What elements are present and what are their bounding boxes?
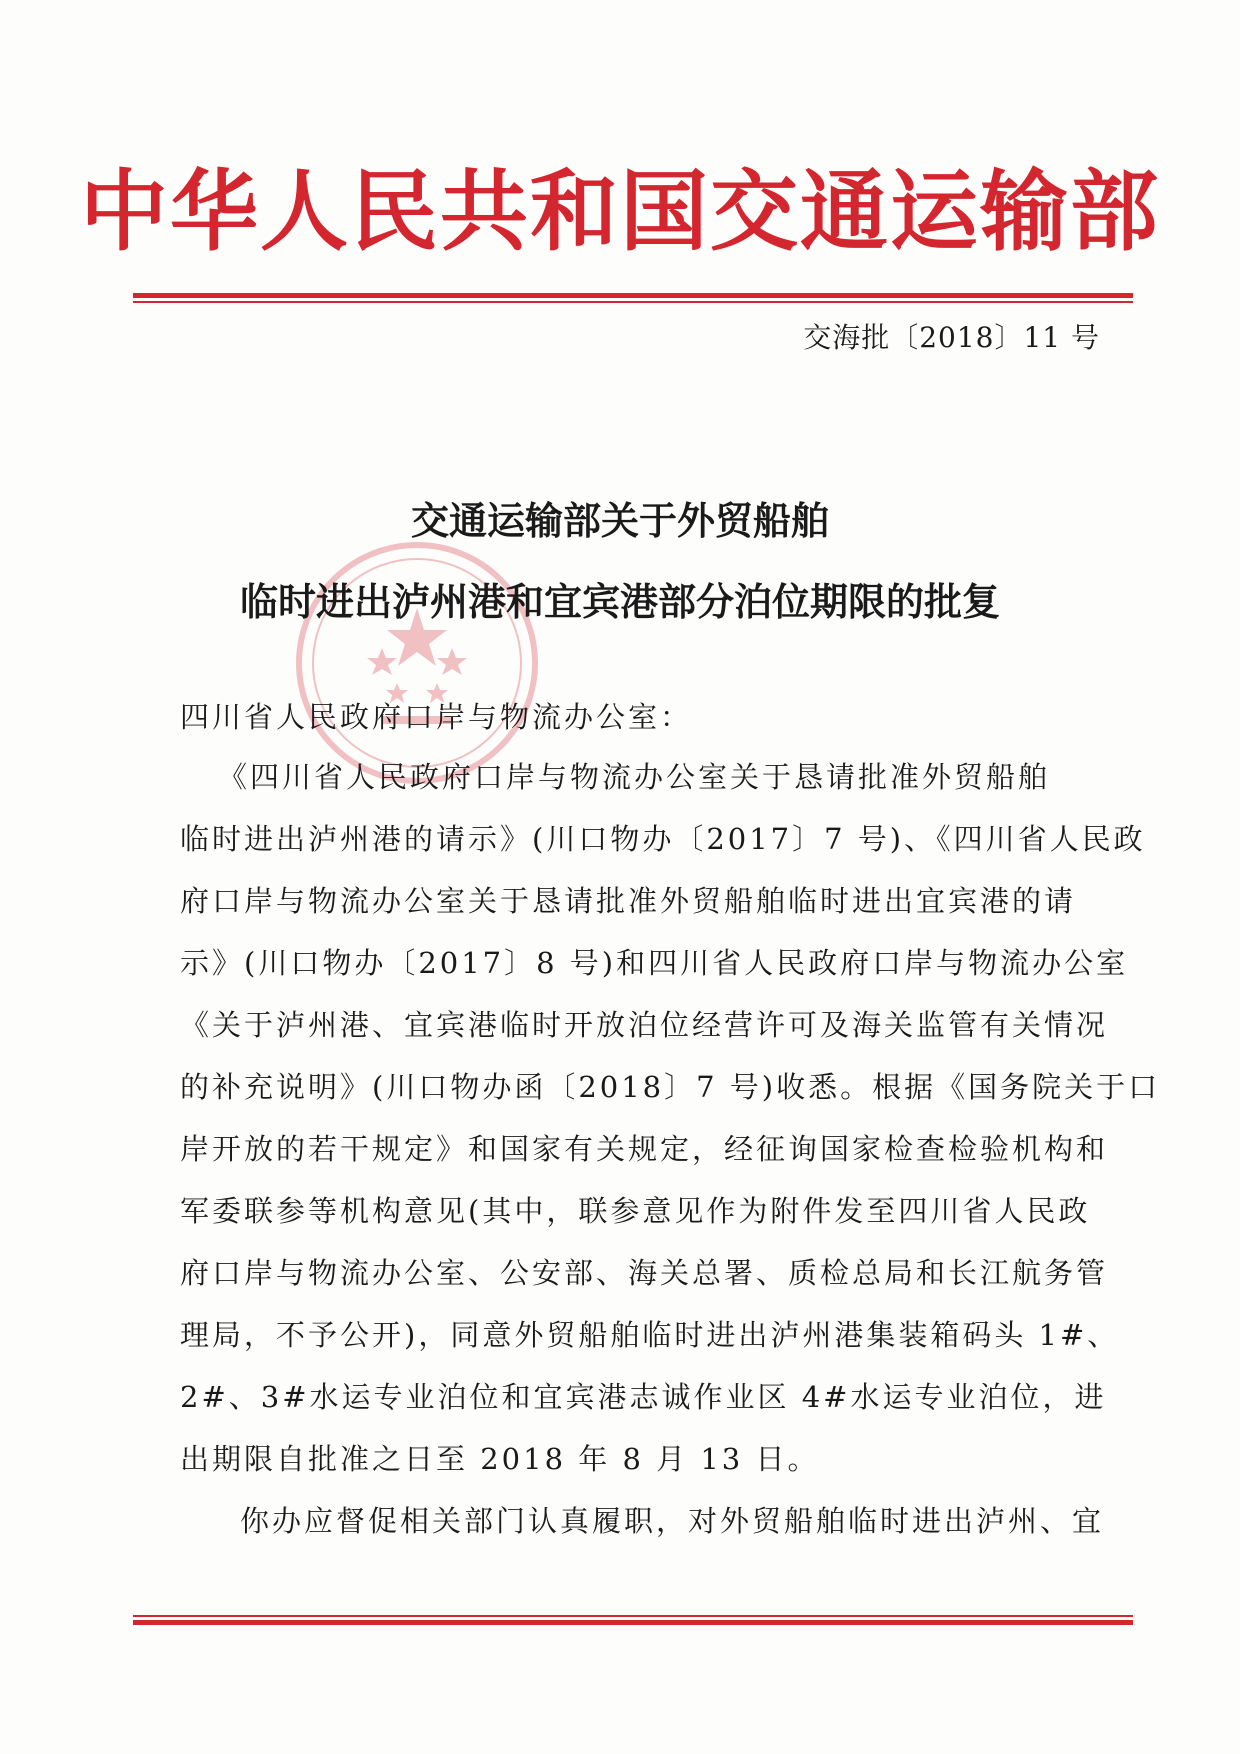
body-line-5: 《关于泸州港、宜宾港临时开放泊位经营许可及海关监管有关情况 <box>180 1008 1109 1042</box>
document-number: 交海批〔2018〕11 号 <box>803 321 1100 354</box>
agency-header: 中华人民共和国交通运输部 <box>79 160 1160 263</box>
body-line-12: 出期限自批准之日至 2018 年 8 月 13 日。 <box>180 1442 820 1476</box>
body-line-2: 临时进出泸州港的请示》(川口物办〔2017〕7 号)、《四川省人民政 <box>180 822 1146 856</box>
header-rule-thin <box>133 301 1133 303</box>
title-line-2: 临时进出泸州港和宜宾港部分泊位期限的批复 <box>239 580 1000 624</box>
body-line-9: 府口岸与物流办公室、公安部、海关总署、质检总局和长江航务管 <box>180 1256 1109 1290</box>
body-line-8: 军委联参等机构意见(其中，联参意见作为附件发至四川省人民政 <box>180 1194 1091 1228</box>
title-line-1: 交通运输部关于外贸船舶 <box>410 499 829 543</box>
body-line-10: 理局，不予公开)，同意外贸船舶临时进出泸州港集装箱码头 1#、 <box>180 1318 1120 1352</box>
official-seal-icon <box>292 538 542 788</box>
header-rule-thick <box>133 293 1133 298</box>
addressee: 四川省人民政府口岸与物流办公室： <box>180 700 693 734</box>
body-line-4: 示》(川口物办〔2017〕8 号)和四川省人民政府口岸与物流办公室 <box>180 946 1129 980</box>
body-line-11: 2#、3#水运专业泊位和宜宾港志诚作业区 4#水运专业泊位，进 <box>180 1380 1107 1414</box>
body-line-1: 《四川省人民政府口岸与物流办公室关于恳请批准外贸船舶 <box>218 760 1051 794</box>
body-line-3: 府口岸与物流办公室关于恳请批准外贸船舶临时进出宜宾港的请 <box>180 884 1077 918</box>
footer-rule-thick <box>133 1620 1133 1625</box>
body-line-6: 的补充说明》(川口物办函〔2018〕7 号)收悉。根据《国务院关于口 <box>180 1070 1161 1104</box>
footer-rule-thin <box>133 1615 1133 1617</box>
body-line-7: 岸开放的若干规定》和国家有关规定，经征询国家检查检验机构和 <box>180 1132 1109 1166</box>
body-line-13: 你办应督促相关部门认真履职，对外贸船舶临时进出泸州、宜 <box>240 1504 1105 1538</box>
